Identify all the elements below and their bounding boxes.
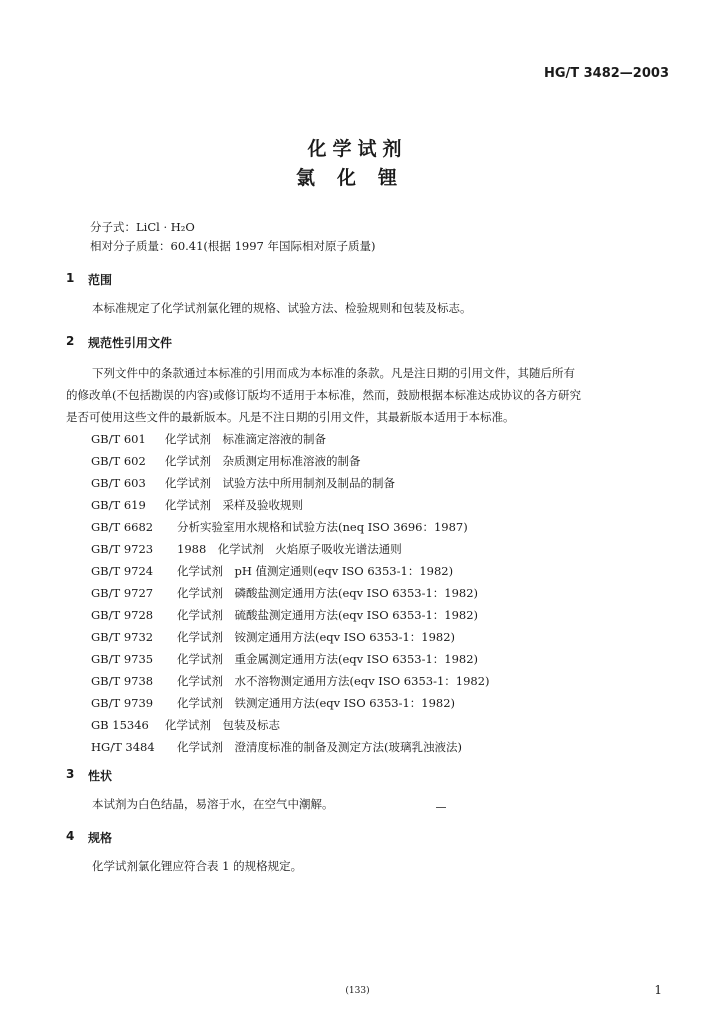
section-3-number: 3 <box>66 767 75 781</box>
reference-title: 化学试剂 重金属测定通用方法(eqv ISO 6353-1：1982) <box>177 652 479 666</box>
reference-item <box>91 431 326 447</box>
reference-item <box>91 695 455 711</box>
molecular-mass: 相对分子质量：60.41(根据 1997 年国际相对原子质量) <box>90 239 376 253</box>
reference-title: 化学试剂 水不溶物测定通用方法(eqv ISO 6353-1：1982) <box>177 674 490 688</box>
reference-title: 化学试剂 杂质测定用标准溶液的制备 <box>165 454 361 468</box>
section-2-intro-line3: 是否可使用这些文件的最新版本。凡是不注日期的引用文件，其最新版本适用于本标准。 <box>66 410 515 424</box>
section-2-number: 2 <box>66 334 75 348</box>
reference-code: GB/T 603 <box>91 476 146 490</box>
section-1-title: 范围 <box>88 273 113 287</box>
reference-item <box>91 497 303 513</box>
scan-mark <box>436 807 446 808</box>
reference-title: 化学试剂 包装及标志 <box>165 718 280 732</box>
reference-title: 化学试剂 澄清度标准的制备及测定方法(玻璃乳浊液法) <box>177 740 462 754</box>
reference-code: GB 15346 <box>91 718 149 732</box>
document-title-line1: 化学试剂 <box>307 138 408 160</box>
reference-code: GB/T 9732 <box>91 630 154 644</box>
section-2-intro-line2: 的修改单(不包括勘误的内容)或修订版均不适用于本标准，然而，鼓励根据本标准达成协议的各方研究 <box>66 388 581 402</box>
reference-item <box>91 651 478 667</box>
reference-title: 化学试剂 铵测定通用方法(eqv ISO 6353-1：1982) <box>177 630 456 644</box>
reference-code: GB/T 602 <box>91 454 146 468</box>
reference-title: 化学试剂 pH 值测定通则(eqv ISO 6353-1：1982) <box>177 564 454 578</box>
reference-item <box>91 717 280 733</box>
reference-title: 化学试剂 采样及验收规则 <box>165 498 303 512</box>
reference-title: 化学试剂 铁测定通用方法(eqv ISO 6353-1：1982) <box>177 696 456 710</box>
standard-code: HG/T 3482—2003 <box>543 66 669 81</box>
reference-title: 化学试剂 磷酸盐测定通用方法(eqv ISO 6353-1：1982) <box>177 586 479 600</box>
reference-item <box>91 739 462 755</box>
section-3-title: 性状 <box>88 769 113 783</box>
section-3-text: 本试剂为白色结晶，易溶于水，在空气中潮解。 <box>92 797 334 811</box>
molecular-formula: 分子式：LiCl · H₂O <box>90 220 195 234</box>
reference-item <box>91 585 478 601</box>
reference-title: 化学试剂 硫酸盐测定通用方法(eqv ISO 6353-1：1982) <box>177 608 479 622</box>
reference-title: 1988 化学试剂 火焰原子吸收光谱法通则 <box>177 542 402 556</box>
reference-code: GB/T 9723 <box>91 542 154 556</box>
reference-item <box>91 453 361 469</box>
section-1-number: 1 <box>66 271 75 285</box>
document-title-line2: 氯化锂 <box>295 167 419 189</box>
reference-title: 化学试剂 标准滴定溶液的制备 <box>165 432 326 446</box>
reference-code: GB/T 601 <box>91 432 146 446</box>
section-4-text: 化学试剂氯化锂应符合表 1 的规格规定。 <box>92 859 303 873</box>
reference-code: GB/T 619 <box>91 498 146 512</box>
reference-item <box>91 541 402 557</box>
page-marker: (133) <box>345 986 370 996</box>
reference-code: GB/T 6682 <box>91 520 154 534</box>
reference-title: 化学试剂 试验方法中所用制剂及制品的制备 <box>165 476 395 490</box>
reference-item <box>91 673 490 689</box>
reference-item <box>91 563 453 579</box>
reference-code: GB/T 9724 <box>91 564 154 578</box>
reference-item <box>91 607 478 623</box>
reference-code: GB/T 9739 <box>91 696 154 710</box>
reference-code: GB/T 9735 <box>91 652 154 666</box>
reference-code: HG/T 3484 <box>91 740 155 754</box>
reference-code: GB/T 9727 <box>91 586 154 600</box>
section-4-title: 规格 <box>88 831 113 845</box>
reference-title: 分析实验室用水规格和试验方法(neq ISO 3696：1987) <box>177 520 468 534</box>
section-2-intro-line1: 下列文件中的条款通过本标准的引用而成为本标准的条款。凡是注日期的引用文件，其随后所有 <box>92 366 575 380</box>
section-4-number: 4 <box>66 829 75 843</box>
reference-item <box>91 629 455 645</box>
reference-code: GB/T 9728 <box>91 608 154 622</box>
reference-code: GB/T 9738 <box>91 674 154 688</box>
page-number: 1 <box>654 983 662 997</box>
section-2-title: 规范性引用文件 <box>88 336 173 350</box>
section-1-text: 本标准规定了化学试剂氯化锂的规格、试验方法、检验规则和包装及标志。 <box>92 301 472 315</box>
reference-item <box>91 519 468 535</box>
reference-item <box>91 475 395 491</box>
